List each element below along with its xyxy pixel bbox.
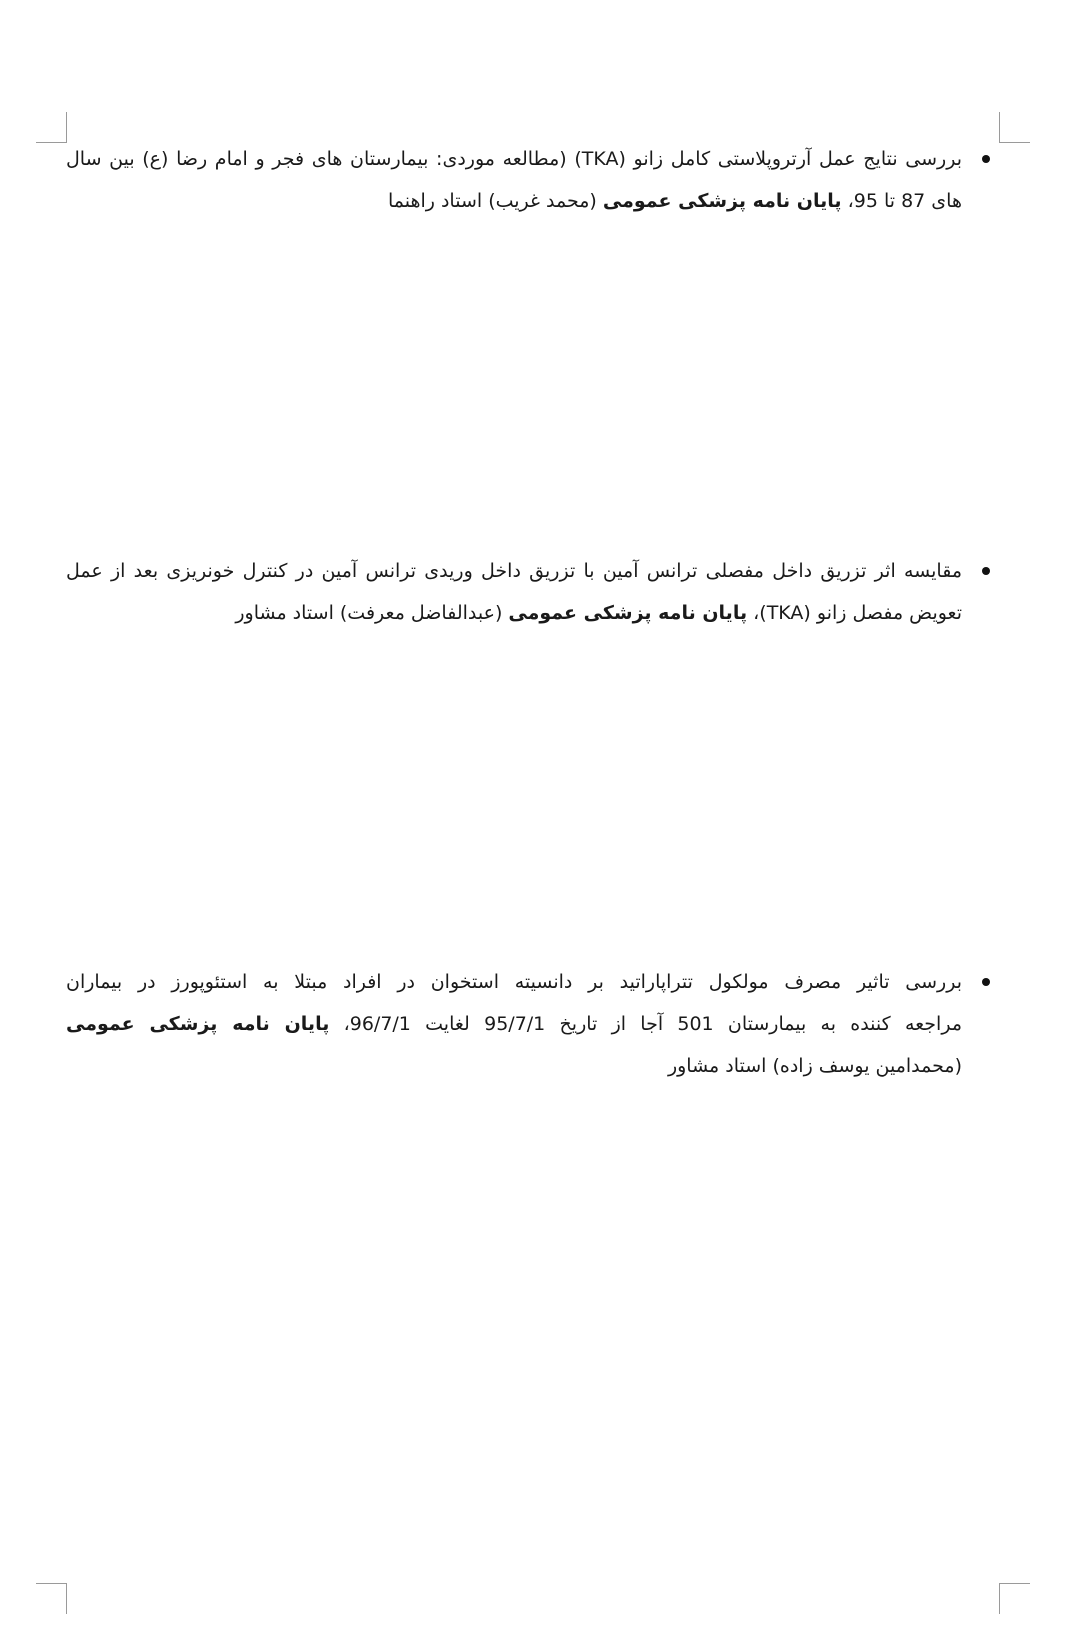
- entry-text: های 87 تا 95،: [841, 190, 962, 212]
- thesis-entry-1: [66, 138, 962, 222]
- crop-mark-bottom-right: [999, 1583, 1030, 1614]
- entry-line-1: مقایسه اثر تزریق داخل مفصلی ترانس آمین با تزریق داخل وریدی ترانس آمین در کنترل خونریزی بعد از عمل: [66, 560, 962, 582]
- entry-text: (عبدالفاضل معرفت) استاد مشاور: [235, 602, 509, 624]
- thesis-entry-2: [66, 550, 962, 634]
- entry-line-2: [66, 180, 962, 222]
- thesis-type-label: پایان نامه پزشکی عمومی: [602, 190, 842, 212]
- entry-text: تعویض مفصل زانو (TKA)،: [747, 602, 962, 624]
- thesis-type-label: پایان نامه پزشکی عمومی: [508, 602, 748, 624]
- crop-mark-top-right: [999, 112, 1030, 143]
- thesis-entry-3: [66, 961, 962, 1087]
- entry-text: مراجعه کننده به بیمارستان 501 آجا از تاریخ 95/7/1 لغایت 96/7/1،: [329, 1013, 962, 1035]
- entry-line-3: (محمدامین یوسف زاده) استاد مشاور: [667, 1055, 962, 1077]
- entry-line-1: بررسی تاثیر مصرف مولکول تتراپاراتید بر دانسیته استخوان در افراد مبتلا به استئوپورز در بیماران: [66, 971, 962, 993]
- entry-line-1: بررسی نتایج عمل آرتروپلاستی کامل زانو (TKA) (مطالعه موردی: بیمارستان های فجر و امام رضا (ع) بین سال: [66, 148, 962, 170]
- entry-line-2: [66, 1003, 962, 1045]
- crop-mark-top-left: [36, 112, 67, 143]
- entry-text: (محمد غریب) استاد راهنما: [387, 190, 603, 212]
- bullet-icon: [982, 567, 990, 575]
- entry-line-2: [66, 592, 962, 634]
- bullet-icon: [982, 155, 990, 163]
- bullet-icon: [982, 978, 990, 986]
- crop-mark-bottom-left: [36, 1583, 67, 1614]
- thesis-type-label: پایان نامه پزشکی عمومی: [66, 1013, 330, 1035]
